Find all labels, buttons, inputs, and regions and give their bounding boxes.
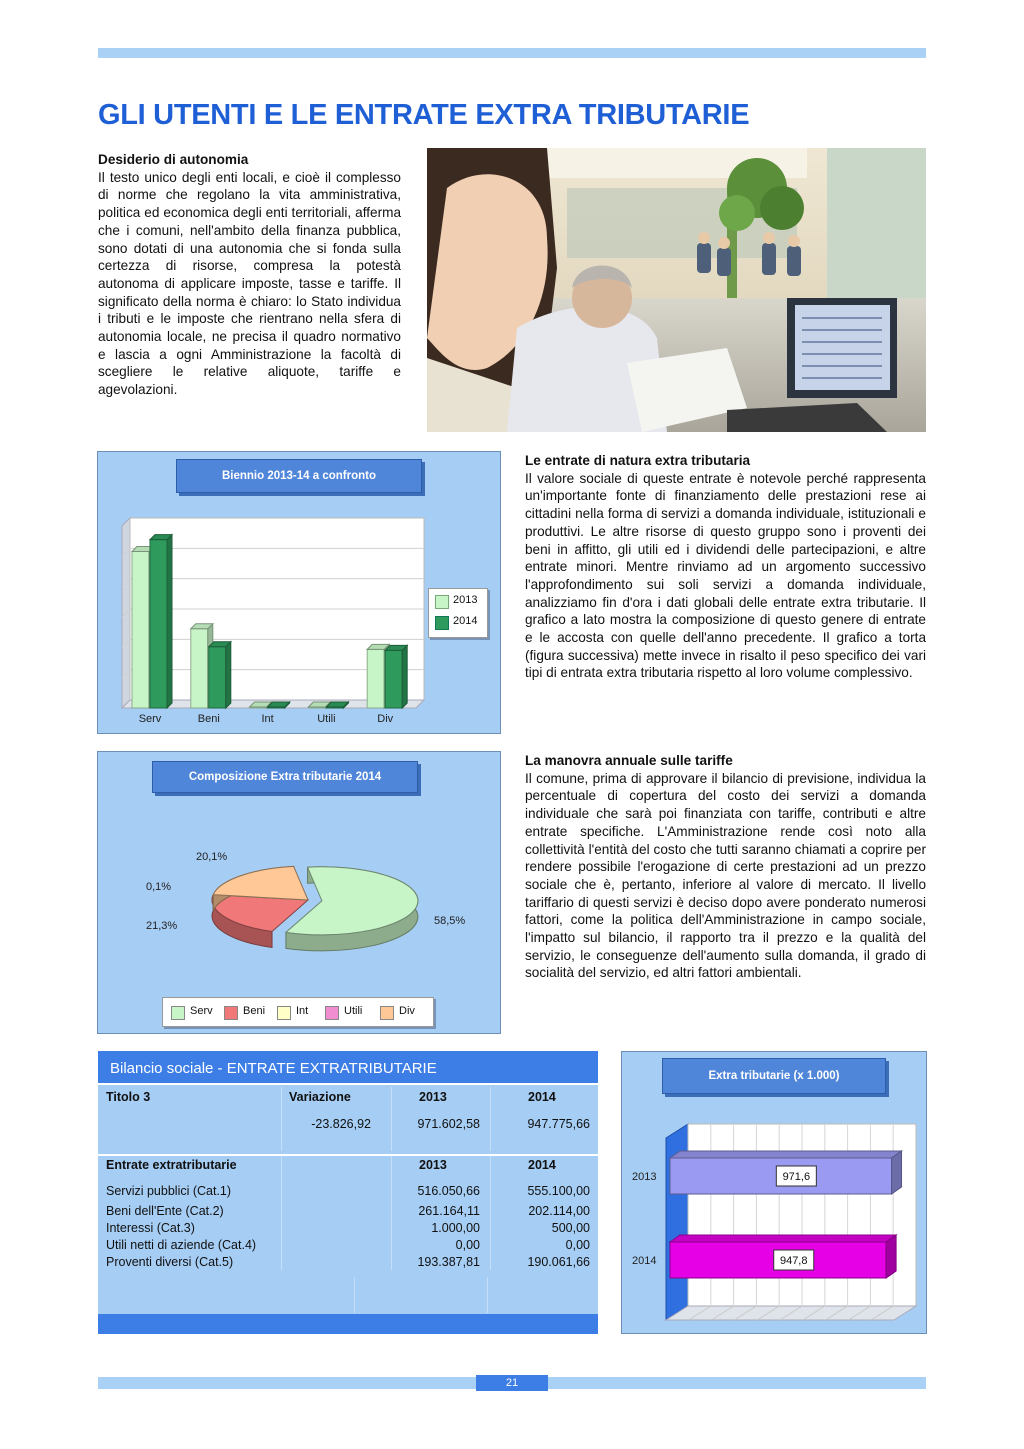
legend-label-serv: Serv <box>190 1005 213 1017</box>
chart-title: Biennio 2013-14 a confronto <box>176 459 422 493</box>
bar-side-2014-Beni <box>226 642 231 708</box>
row-label: Proventi diversi (Cat.5) <box>106 1255 234 1269</box>
total-variazione: -23.826,92 <box>311 1117 371 1131</box>
legend-label-2014: 2014 <box>453 615 478 627</box>
row-2013: 193.387,81 <box>417 1255 480 1269</box>
table-divider <box>354 1277 355 1313</box>
row-2014: 190.061,66 <box>527 1255 590 1269</box>
bar-side-2013 <box>892 1151 902 1194</box>
section-heading: Desiderio di autonomia <box>98 152 249 167</box>
table-divider <box>281 1156 282 1270</box>
section-extra-tributaria <box>525 452 926 682</box>
bar-top-2013 <box>670 1151 902 1158</box>
bar-value-label-2013: 971,6 <box>782 1171 811 1183</box>
legend-swatch-serv <box>171 1006 185 1020</box>
bar-2013-Beni <box>191 629 208 708</box>
row-2014: 202.114,00 <box>528 1204 590 1218</box>
section-body: Il valore sociale di queste entrate è notevole perché rappresenta un'importante fonte di finanziamento delle prestazioni rese ai cittadini nella forma di servizi a domanda individuale, istituzionali e produttivi. Le altre risorse di questo gruppo sono i proventi dei beni in affitto, gli utili ed i dividendi delle partecipazioni, e altre entrate minori. Mentre rinviamo ad un argomento successivo l'approfondimento sui soli servizi a domanda individuale, analizziamo fin d'ora i dati globali delle entrate extra tributarie. Il grafico a lato mostra la composizione di questo genere di entrate e le accosta con quelle dell'anno precedente. Il grafico a torta (figura successiva) mette invece in risalto il peso specifico dei vari tipi di entrata extra tributaria rispetto al loro volume complessivo. <box>525 470 926 681</box>
row-2013: 0,00 <box>455 1238 480 1252</box>
total-2013: 971.602,58 <box>417 1117 480 1131</box>
x-tick-label: Div <box>377 713 394 725</box>
bar-2014-Serv <box>150 540 167 708</box>
pie-label-Beni: 21,3% <box>146 920 178 932</box>
pie-label-Int: 0,1% <box>146 881 172 893</box>
hbar-chart-svg <box>622 1052 926 1333</box>
row-2013: 261.164,11 <box>418 1204 480 1218</box>
table-divider <box>391 1087 392 1151</box>
section-body: Il testo unico degli enti locali, e cioè il complesso di norme che regolano la vita amministrativa, politica ed economica degli enti territoriali, afferma che i comuni, nell'ambito della finanza pubblica, sono dotati di una autonomia che si fonda sulla certezza di risorse, compresa la potestà autonoma di applicare imposte, tasse e tariffe. Il significato della norma è chiaro: lo Stato individua i tributi e le imposte che rientrano nella sfera di autonomia locale, ne precisa il quadro normativo e lascia a ogni Amministrazione la facoltà di scegliere le relative aliquote, tariffe e agevolazioni. <box>98 169 401 398</box>
table-divider <box>281 1087 282 1151</box>
table-divider <box>487 1277 488 1313</box>
section-manovra-tariffe <box>525 752 926 982</box>
legend-label-2013: 2013 <box>453 594 478 606</box>
legend-swatch-utili <box>325 1006 339 1020</box>
section-body: Il comune, prima di approvare il bilancio di previsione, individua la percentuale di copertura del costo dei servizi a domanda individuale che sarà poi finanziata con tariffe, contributi e altre entrate specifiche. L'Amministrazione rende così noto alla collettività l'entità del costo che tutti saranno chiamati a coprire per rendere possibile l'erogazione di certe prestazioni ad un prezzo sociale che è, pertanto, inferiore al valore di mercato. Il livello tariffario di questi servizi è deciso dopo avere ponderato numerosi fattori, come la politica dell'Amministrazione in campo sociale, l'impatto sul bilancio, il rapporto tra il prezzo e la qualità del servizio, le conseguenze dell'aumento sulla domanda, il grado di socialità del servizio, ed altri fattori ambientali. <box>525 770 926 981</box>
header-2013: 2013 <box>419 1090 447 1104</box>
legend-label-div: Div <box>399 1005 415 1017</box>
bar-2013-Div <box>367 649 384 708</box>
bilancio-sociale-table <box>98 1051 598 1334</box>
table-title: Bilancio sociale - ENTRATE EXTRATRIBUTARIE <box>98 1051 598 1085</box>
legend-swatch-2014 <box>435 616 449 630</box>
table-divider <box>490 1087 491 1151</box>
legend-label-int: Int <box>296 1005 309 1017</box>
total-2014: 947.775,66 <box>527 1117 590 1131</box>
bar-2013-Serv <box>132 551 149 708</box>
header-2014: 2014 <box>528 1090 556 1104</box>
header-variazione: Variazione <box>289 1090 351 1104</box>
office-photo-illustration <box>427 148 926 432</box>
header-titolo: Titolo 3 <box>106 1090 151 1104</box>
table-divider <box>490 1156 491 1270</box>
chart-title: Composizione Extra tributarie 2014 <box>152 761 418 793</box>
bar-side-2014-Serv <box>167 535 172 708</box>
bar-value-label-2014: 947,8 <box>779 1255 808 1267</box>
legend-swatch-beni <box>224 1006 238 1020</box>
row-label: Servizi pubblici (Cat.1) <box>106 1184 232 1198</box>
legend-swatch-div <box>380 1006 394 1020</box>
bar-side-2014 <box>886 1235 896 1278</box>
top-decoration-bar <box>98 48 926 58</box>
table-divider <box>391 1156 392 1270</box>
chart-legend <box>162 997 434 1027</box>
legend-label-utili: Utili <box>344 1005 363 1017</box>
row-2014: 0,00 <box>565 1238 590 1252</box>
header-2013: 2013 <box>419 1158 447 1172</box>
chart-title: Extra tributarie (x 1.000) <box>662 1058 886 1094</box>
y-tick-label-2013: 2013 <box>632 1171 657 1183</box>
section-autonomia <box>98 151 401 399</box>
pie-slice-Div <box>213 866 308 900</box>
legend-swatch-2013 <box>435 595 449 609</box>
bar-chart-biennio <box>97 451 501 734</box>
pie-chart-composizione <box>97 751 501 1034</box>
office-photo <box>427 148 926 432</box>
legend-label-beni: Beni <box>243 1005 266 1017</box>
page-number: 21 <box>476 1375 548 1391</box>
page-title: GLI UTENTI E LE ENTRATE EXTRA TRIBUTARIE <box>98 99 750 131</box>
bar-top-2014 <box>670 1235 896 1242</box>
section-heading: Le entrate di natura extra tributaria <box>525 453 751 468</box>
row-label: Utili netti di aziende (Cat.4) <box>106 1238 257 1252</box>
x-tick-label: Int <box>261 713 274 725</box>
header-2014: 2014 <box>528 1158 556 1172</box>
table-separator <box>98 1154 598 1156</box>
bar-side-2014-Div <box>402 645 407 708</box>
chart-legend <box>428 588 488 638</box>
row-2014: 555.100,00 <box>527 1184 590 1198</box>
bar-2014-Div <box>385 650 402 708</box>
row-2013: 1.000,00 <box>431 1221 480 1235</box>
section-heading: La manovra annuale sulle tariffe <box>525 753 733 768</box>
hbar-chart-extra-tributarie <box>621 1051 927 1334</box>
row-label: Beni dell'Ente (Cat.2) <box>106 1204 224 1218</box>
x-tick-label: Beni <box>197 713 220 725</box>
row-label: Interessi (Cat.3) <box>106 1221 195 1235</box>
x-tick-label: Utili <box>317 713 336 725</box>
y-tick-label-2014: 2014 <box>632 1255 657 1267</box>
row-2013: 516.050,66 <box>417 1184 480 1198</box>
pie-label-Div: 20,1% <box>196 851 228 863</box>
header-entrate: Entrate extratributarie <box>106 1158 237 1172</box>
row-2014: 500,00 <box>551 1221 590 1235</box>
x-tick-label: Serv <box>138 713 162 725</box>
legend-swatch-int <box>277 1006 291 1020</box>
pie-chart-svg <box>98 752 500 1033</box>
table-footer-bar <box>98 1314 598 1334</box>
pie-label-Serv: 58,5% <box>434 915 466 927</box>
bar-2014-Beni <box>209 647 226 708</box>
